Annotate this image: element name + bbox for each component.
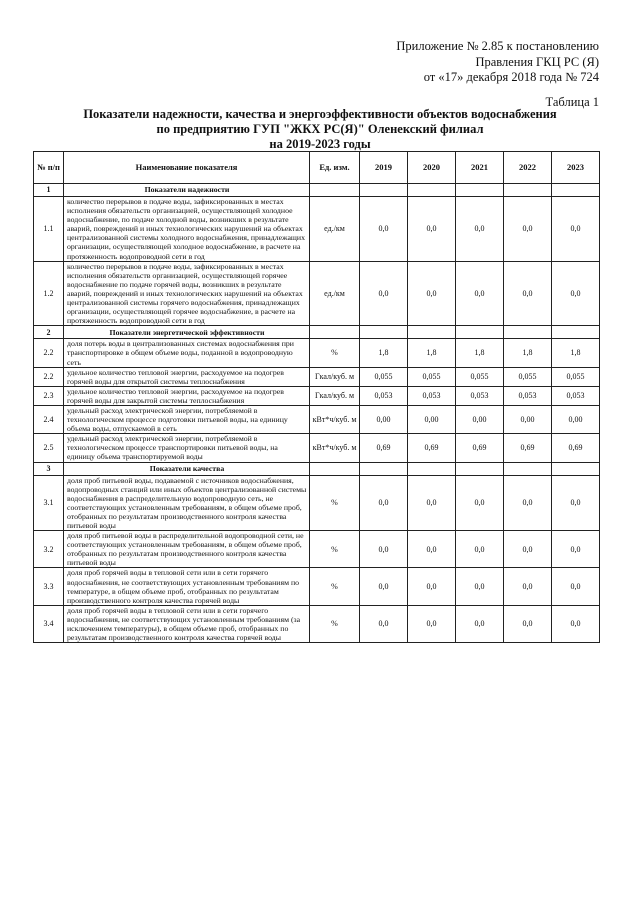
section-empty-cell	[456, 326, 504, 339]
section-number: 1	[34, 184, 64, 197]
value-cell: 0,00	[504, 405, 552, 433]
value-cell: 0,0	[360, 475, 408, 531]
row-number: 2.3	[34, 386, 64, 405]
table-row	[34, 197, 600, 262]
row-number: 3.2	[34, 531, 64, 568]
table-row	[34, 367, 600, 386]
value-cell: 1,8	[504, 339, 552, 367]
unit-cell: кВт*ч/куб. м	[310, 434, 360, 462]
value-cell: 0,0	[456, 531, 504, 568]
value-cell: 0,69	[360, 434, 408, 462]
document-title	[40, 107, 600, 152]
section-empty-cell	[504, 326, 552, 339]
section-empty-cell	[360, 184, 408, 197]
table-row	[34, 405, 600, 433]
section-row	[34, 184, 600, 197]
value-cell: 0,00	[552, 405, 600, 433]
table-body	[34, 184, 600, 643]
unit-cell: %	[310, 605, 360, 642]
title-line-2: по предприятию ГУП "ЖКХ РС(Я)" Оленекский филиал	[156, 122, 484, 136]
indicator-name: доля потерь воды в централизованных системах водоснабжения при транспортировке в общем объеме воды, поданной в водопроводную сеть	[64, 339, 310, 367]
section-number: 3	[34, 462, 64, 475]
value-cell: 0,0	[504, 531, 552, 568]
value-cell: 1,8	[360, 339, 408, 367]
value-cell: 0,0	[552, 261, 600, 326]
indicator-name: удельное количество тепловой энергии, расходуемое на подогрев горячей воды для открытой системы теплоснабжения	[64, 367, 310, 386]
section-empty-cell	[408, 184, 456, 197]
value-cell: 0,055	[360, 367, 408, 386]
section-empty-cell	[408, 462, 456, 475]
value-cell: 0,053	[504, 386, 552, 405]
section-title: Показатели надежности	[64, 184, 310, 197]
header-name: Наименование показателя	[64, 152, 310, 184]
section-empty-cell	[456, 462, 504, 475]
value-cell: 0,0	[456, 261, 504, 326]
header-unit: Ед. изм.	[310, 152, 360, 184]
row-number: 1.1	[34, 197, 64, 262]
section-row	[34, 462, 600, 475]
value-cell: 0,0	[456, 475, 504, 531]
table-row	[34, 339, 600, 367]
unit-cell: Гкал/куб. м	[310, 367, 360, 386]
row-number: 3.4	[34, 605, 64, 642]
value-cell: 0,00	[408, 405, 456, 433]
indicator-name: количество перерывов в подаче воды, зафиксированных в местах исполнения обязательств организацией, осуществляющей горячее водоснабжение по подаче горячей воды, возникших в результате аварий, повреждений и иных технологических нарушений на объектах централизованной системы горячего водоснабжения, принадлежащих организации, осуществляющей горячее водоснабжение, в расчете на протяженность водопроводной сети в год	[64, 261, 310, 326]
section-empty-cell	[360, 462, 408, 475]
indicator-name: удельный расход электрической энергии, потребляемой в технологическом процессе подготовки питьевой воды, на единицу объема воды, отпускаемой в сеть	[64, 405, 310, 433]
header-year-2022: 2022	[504, 152, 552, 184]
unit-cell: %	[310, 339, 360, 367]
section-title: Показатели энергетической эффективности	[64, 326, 310, 339]
value-cell: 0,0	[552, 568, 600, 605]
value-cell: 0,0	[360, 605, 408, 642]
section-title: Показатели качества	[64, 462, 310, 475]
title-line-1: Показатели надежности, качества и энергоэффективности объектов водоснабжения	[83, 107, 557, 121]
table-row	[34, 386, 600, 405]
section-empty-cell	[310, 326, 360, 339]
table-row	[34, 568, 600, 605]
appendix-line-2: Правления ГКЦ РС (Я)	[475, 54, 599, 69]
value-cell: 0,0	[408, 605, 456, 642]
value-cell: 0,69	[552, 434, 600, 462]
value-cell: 0,0	[456, 197, 504, 262]
value-cell: 0,0	[408, 197, 456, 262]
header-year-2021: 2021	[456, 152, 504, 184]
value-cell: 0,0	[360, 261, 408, 326]
section-empty-cell	[552, 184, 600, 197]
section-empty-cell	[360, 326, 408, 339]
row-number: 1.2	[34, 261, 64, 326]
value-cell: 0,0	[360, 568, 408, 605]
row-number: 2.2	[34, 339, 64, 367]
unit-cell: %	[310, 475, 360, 531]
appendix-block	[396, 39, 599, 86]
table-row	[34, 434, 600, 462]
value-cell: 0,055	[456, 367, 504, 386]
table-row	[34, 475, 600, 531]
unit-cell: ед./км	[310, 197, 360, 262]
value-cell: 0,0	[504, 261, 552, 326]
section-empty-cell	[310, 184, 360, 197]
value-cell: 0,053	[408, 386, 456, 405]
table-label: Таблица 1	[545, 95, 599, 109]
header-num: № п/п	[34, 152, 64, 184]
row-number: 2.5	[34, 434, 64, 462]
row-number: 2.2	[34, 367, 64, 386]
value-cell: 0,055	[552, 367, 600, 386]
row-number: 3.1	[34, 475, 64, 531]
unit-cell: ед./км	[310, 261, 360, 326]
value-cell: 0,0	[504, 475, 552, 531]
value-cell: 0,055	[408, 367, 456, 386]
value-cell: 0,0	[360, 197, 408, 262]
table-header-row	[34, 152, 600, 184]
value-cell: 0,0	[360, 531, 408, 568]
indicator-name: удельное количество тепловой энергии, расходуемое на подогрев горячей воды для закрытой системы теплоснабжения	[64, 386, 310, 405]
section-empty-cell	[310, 462, 360, 475]
unit-cell: %	[310, 568, 360, 605]
table-row	[34, 261, 600, 326]
section-empty-cell	[504, 462, 552, 475]
value-cell: 0,69	[408, 434, 456, 462]
section-empty-cell	[408, 326, 456, 339]
unit-cell: Гкал/куб. м	[310, 386, 360, 405]
value-cell: 0,0	[504, 197, 552, 262]
value-cell: 0,0	[456, 605, 504, 642]
value-cell: 0,0	[552, 475, 600, 531]
value-cell: 0,0	[504, 605, 552, 642]
table-row	[34, 605, 600, 642]
appendix-line-3: от «17» декабря 2018 года № 724	[423, 70, 599, 84]
value-cell: 0,0	[408, 475, 456, 531]
indicator-name: доля проб горячей воды в тепловой сети или в сети горячего водоснабжения, не соответствующих установленным требованиям (за исключением температуры), в общем объеме проб, отобранных по результатам производственного контроля качества горячей воды	[64, 605, 310, 642]
value-cell: 0,053	[360, 386, 408, 405]
indicators-table	[33, 151, 600, 643]
value-cell: 0,69	[456, 434, 504, 462]
table-row	[34, 531, 600, 568]
value-cell: 0,00	[456, 405, 504, 433]
indicator-name: доля проб горячей воды в тепловой сети или в сети горячего водоснабжения, не соответствующих установленным требованиям по температуре, в общем объеме проб, отобранных по результатам производственного контроля качества горячей воды	[64, 568, 310, 605]
value-cell: 0,055	[504, 367, 552, 386]
value-cell: 0,0	[408, 568, 456, 605]
indicator-name: доля проб питьевой воды, подаваемой с источников водоснабжения, водопроводных станций или иных объектов централизованной системы водоснабжения в распределительную водопроводную сеть, не соответствующих установленным требованиям, в общем объеме проб, отобранных по результатам производственного контроля качества питьевой воды	[64, 475, 310, 531]
indicator-name: доля проб питьевой воды в распределительной водопроводной сети, не соответствующих установленным требованиям, в общем объеме проб, отобранных по результатам производственного контроля качества питьевой воды	[64, 531, 310, 568]
value-cell: 1,8	[408, 339, 456, 367]
section-empty-cell	[552, 326, 600, 339]
header-year-2020: 2020	[408, 152, 456, 184]
value-cell: 1,8	[552, 339, 600, 367]
value-cell: 0,69	[504, 434, 552, 462]
value-cell: 0,0	[552, 605, 600, 642]
unit-cell: %	[310, 531, 360, 568]
value-cell: 0,00	[360, 405, 408, 433]
value-cell: 0,0	[504, 568, 552, 605]
section-empty-cell	[456, 184, 504, 197]
indicator-name: удельный расход электрической энергии, потребляемой в технологическом процессе транспортировки питьевой воды, на единицу объема транспортируемой воды	[64, 434, 310, 462]
section-empty-cell	[552, 462, 600, 475]
value-cell: 0,0	[408, 261, 456, 326]
row-number: 2.4	[34, 405, 64, 433]
header-year-2023: 2023	[552, 152, 600, 184]
value-cell: 0,0	[552, 197, 600, 262]
value-cell: 0,0	[552, 531, 600, 568]
value-cell: 0,0	[408, 531, 456, 568]
section-number: 2	[34, 326, 64, 339]
section-empty-cell	[504, 184, 552, 197]
title-line-3: на 2019-2023 годы	[269, 137, 371, 151]
indicator-name: количество перерывов в подаче воды, зафиксированных в местах исполнения обязательств организацией, осуществляющей холодное водоснабжение, по подаче холодной воды, возникших в результате аварий, повреждений и иных технологических нарушений на объектах централизованной системы холодного водоснабжения, принадлежащих организации, осуществляющей холодное водоснабжение, в расчете на протяженность водопроводной сети в год	[64, 197, 310, 262]
value-cell: 1,8	[456, 339, 504, 367]
row-number: 3.3	[34, 568, 64, 605]
appendix-line-1: Приложение № 2.85 к постановлению	[396, 39, 599, 53]
value-cell: 0,053	[456, 386, 504, 405]
value-cell: 0,053	[552, 386, 600, 405]
value-cell: 0,0	[456, 568, 504, 605]
section-row	[34, 326, 600, 339]
unit-cell: кВт*ч/куб. м	[310, 405, 360, 433]
header-year-2019: 2019	[360, 152, 408, 184]
